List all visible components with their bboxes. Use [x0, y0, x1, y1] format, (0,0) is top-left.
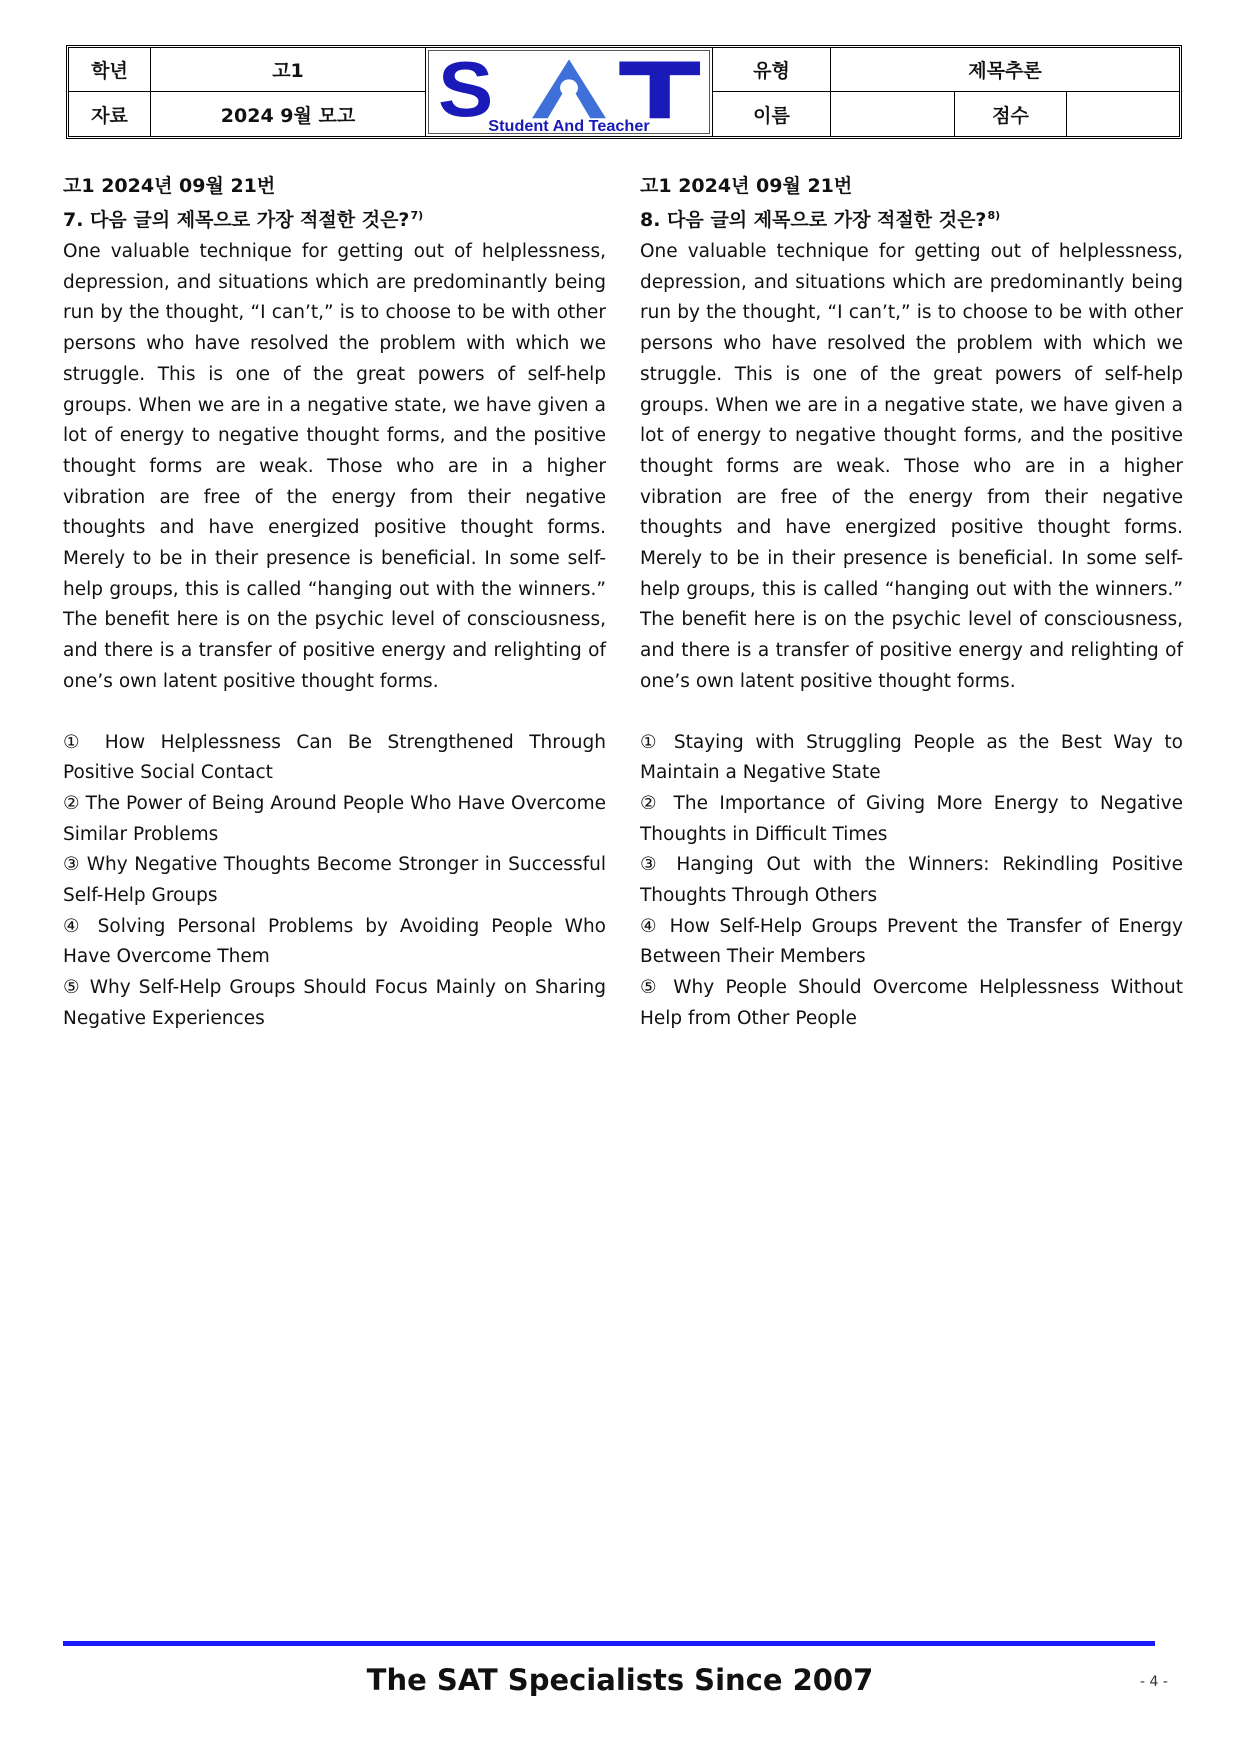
question-title: [640, 201, 1183, 235]
footnote-marker: 8): [987, 209, 1001, 222]
sat-logo: [428, 50, 710, 134]
question-source: 고1 2024년 09월 21번: [640, 175, 853, 197]
answer-choice-2[interactable]: ② The Power of Being Around People Who Have Overcome Similar Problems: [63, 792, 606, 845]
name-field[interactable]: [831, 92, 955, 136]
question-7-column: [63, 171, 606, 1035]
type-label: 유형: [713, 48, 831, 92]
question-passage: One valuable technique for getting out of helplessness, depression, and situations which are predominantly being run by the thought, “I can’t,” is to choose to be with other persons who have resolved the problem with which we struggle. This is one of the great powers of self-help groups. When we are in a negative state, we have given a lot of energy to negative thought forms, and the positive thought forms are weak. Those who are in a higher vibration are free of the energy from their negative thoughts and have energized positive thought forms. Merely to be in their presence is beneficial. In some self-help groups, this is called “hanging out with the winners.” The benefit here is on the psychic level of consciousness, and there is a transfer of positive energy and relighting of one’s own latent positive thought forms.: [63, 241, 606, 692]
score-label: 점수: [955, 92, 1067, 136]
name-label: 이름: [713, 92, 831, 136]
answer-choice-5[interactable]: ⑤ Why People Should Overcome Helplessness Without Help from Other People: [640, 977, 1183, 1029]
answer-choice-4[interactable]: ④ How Self-Help Groups Prevent the Transfer of Energy Between Their Members: [640, 915, 1183, 968]
source-value: 2024 9월 모고: [151, 92, 426, 136]
sat-logo-cell: [426, 48, 713, 136]
answer-choice-5[interactable]: ⑤ Why Self-Help Groups Should Focus Mainly on Sharing Negative Experiences: [63, 977, 606, 1029]
answer-choice-3[interactable]: ③ Hanging Out with the Winners: Rekindling Positive Thoughts Through Others: [640, 854, 1183, 907]
answer-choices: [640, 728, 1183, 1035]
page-number: - 4 -: [1140, 1674, 1168, 1690]
question-title-text: 8. 다음 글의 제목으로 가장 적절한 것은?: [640, 209, 987, 231]
score-field[interactable]: [1067, 92, 1179, 136]
worksheet-header-table: [66, 45, 1182, 139]
question-passage: One valuable technique for getting out of helplessness, depression, and situations which are predominantly being run by the thought, “I can’t,” is to choose to be with other persons who have resolved the problem with which we struggle. This is one of the great powers of self-help groups. When we are in a negative state, we have given a lot of energy to negative thought forms, and the positive thought forms are weak. Those who are in a higher vibration are free of the energy from their negative thoughts and have energized positive thought forms. Merely to be in their presence is beneficial. In some self-help groups, this is called “hanging out with the winners.” The benefit here is on the psychic level of consciousness, and there is a transfer of positive energy and relighting of one’s own latent positive thought forms.: [640, 241, 1183, 692]
answer-choices: [63, 728, 606, 1035]
answer-choice-3[interactable]: ③ Why Negative Thoughts Become Stronger in Successful Self-Help Groups: [63, 854, 606, 907]
question-title-text: 7. 다음 글의 제목으로 가장 적절한 것은?: [63, 209, 410, 231]
logo-tagline: Student And Teacher: [488, 118, 650, 133]
logo-letter-t: [619, 62, 700, 119]
footer-slogan: The SAT Specialists Since 2007: [366, 1663, 874, 1697]
question-8-column: [640, 171, 1183, 1035]
grade-value: 고1: [151, 48, 426, 92]
grade-label: 학년: [69, 48, 151, 92]
footnote-marker: 7): [410, 209, 424, 222]
answer-choice-4[interactable]: ④ Solving Personal Problems by Avoiding People Who Have Overcome Them: [63, 915, 606, 968]
question-source: 고1 2024년 09월 21번: [63, 175, 276, 197]
type-value: 제목추론: [831, 48, 1179, 92]
answer-choice-2[interactable]: ② The Importance of Giving More Energy to Negative Thoughts in Difficult Times: [640, 792, 1183, 845]
footer-divider: [63, 1641, 1155, 1646]
source-label: 자료: [69, 92, 151, 136]
logo-letter-a-figure: [532, 59, 606, 118]
answer-choice-1[interactable]: ① Staying with Struggling People as the Best Way to Maintain a Negative State: [640, 731, 1183, 784]
question-title: [63, 201, 606, 235]
answer-choice-1[interactable]: ① How Helplessness Can Be Strengthened Through Positive Social Contact: [63, 731, 606, 784]
logo-letter-s: S: [437, 51, 494, 133]
